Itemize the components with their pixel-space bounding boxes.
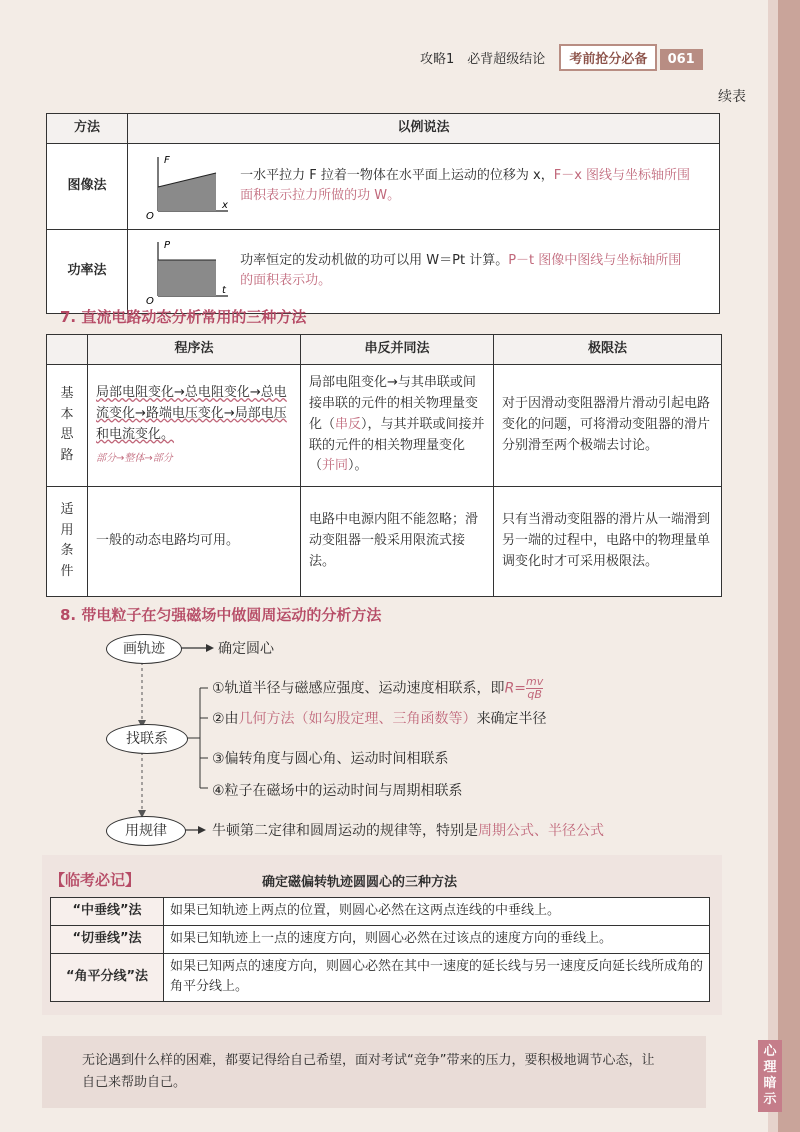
table-row (51, 953, 710, 1002)
graph-origin: O (146, 296, 154, 307)
text: 局部电阻变化→与其串联或间接串联的元件的相关物理量变化（ (309, 375, 479, 432)
text: ）。 (348, 458, 368, 474)
method-key: “切垂线”法 (51, 925, 164, 953)
page-header (420, 44, 703, 71)
procedure-cell (88, 364, 301, 486)
col-example: 以例说法 (128, 114, 720, 144)
series-parallel-cell (301, 364, 494, 486)
formula-numerator: mv (526, 675, 544, 688)
method-key: “角平分线”法 (51, 953, 164, 1002)
graph-x-label: x (222, 200, 228, 212)
page-edge-bar (778, 0, 800, 1132)
table-header-row (47, 114, 720, 144)
highlight: 几何方法（如勾股定理、三角函数等） (238, 711, 477, 727)
col-limit: 极限法 (494, 335, 722, 365)
procedure-text: 局部电阻变化→总电阻变化→总电流变化→路端电压变化→局部电压和电流变化。 (96, 385, 287, 442)
psychology-hint-box: 无论遇到什么样的困难，都要记得给自己希望，面对考试“竞争”带来的压力，要积极地调节心态，让自己来帮助自己。 (42, 1036, 706, 1108)
method-key: “中垂线”法 (51, 898, 164, 926)
table-row (47, 229, 720, 313)
draw-trajectory-node: 画轨迹 (106, 634, 182, 664)
limit-cell: 只有当滑动变阻器的滑片从一端滑到另一端的过程中，电路中的物理量单调变化时才可采用极限法。 (494, 486, 722, 596)
table-row (47, 364, 722, 486)
col-procedure: 程序法 (88, 335, 301, 365)
series-parallel-cell: 电路中电源内阻不能忽略；滑动变阻器一般采用限流式接法。 (301, 486, 494, 596)
work-method-table (46, 113, 720, 314)
table-row (51, 898, 710, 926)
relation-1-text: ①轨道半径与磁感应强度、运动速度相联系，即 (212, 680, 505, 697)
find-relation-node: 找联系 (106, 724, 188, 754)
p-t-graph-icon (136, 236, 236, 306)
must-remember-box (42, 855, 722, 1015)
note-subtitle: 确定磁偏转轨迹圆圆心的三种方法 (262, 875, 458, 890)
continued-label: 续表 (718, 89, 746, 105)
table-header-row (47, 335, 722, 365)
example-highlight: P－t 图像中图线与坐标轴所围的面积表示功。 (240, 252, 682, 289)
formula-r: R= (504, 680, 527, 697)
example-text: 功率恒定的发动机做的功可以用 W＝Pt 计算。 (240, 252, 509, 268)
circuit-method-table (46, 334, 722, 597)
diagram-connectors (100, 630, 720, 850)
section-7-title: 7. 直流电路动态分析常用的三种方法 (60, 308, 307, 326)
graph-y-label: F (164, 155, 170, 167)
psychology-hint-label: 心理暗示 (758, 1040, 782, 1112)
relation-1 (212, 676, 543, 701)
relation-3: ③偏转角度与圆心角、运动时间相联系 (212, 751, 449, 767)
graph-x-label: t (222, 285, 226, 297)
method-name: 图像法 (47, 143, 128, 229)
relation-4: ④粒子在磁场中的运动时间与周期相联系 (212, 783, 463, 799)
row-label: 适用条件 (47, 486, 88, 596)
text: 牛顿第二定律和圆周运动的规律等，特别是 (212, 823, 478, 839)
method-desc: 如果已知两点的速度方向，则圆心必然在其中一速度的延长线与另一速度反向延长线所成角的角平分线上。 (164, 953, 710, 1002)
limit-cell: 对于因滑动变阻器滑片滑动引起电路变化的问题，可将滑动变阻器的滑片分别滑至两个极端去讨论。 (494, 364, 722, 486)
locate-center-text: 确定圆心 (218, 641, 274, 657)
table-row (51, 925, 710, 953)
example-highlight: F－x 图线与坐标轴所围面积表示拉力所做的功 W。 (240, 167, 691, 204)
col-series-parallel: 串反并同法 (301, 335, 494, 365)
method-desc: 如果已知轨迹上两点的位置，则圆心必然在这两点连线的中垂线上。 (164, 898, 710, 926)
text: 来确定半径 (476, 711, 547, 727)
apply-law-text (212, 820, 604, 840)
text: ②由 (212, 711, 239, 727)
graph-origin: O (146, 211, 154, 222)
highlight: 周期公式、半径公式 (478, 823, 604, 839)
method-example (128, 143, 720, 229)
method-name: 功率法 (47, 229, 128, 313)
graph-y-label: P (164, 240, 171, 252)
note-title: 【临考必记】 (50, 871, 141, 889)
highlight: 串反 (335, 416, 362, 432)
procedure-cell: 一般的动态电路均可用。 (88, 486, 301, 596)
center-method-table (50, 897, 710, 1002)
highlight: 并同 (322, 458, 349, 474)
page-number: 061 (660, 49, 703, 70)
col-blank (47, 335, 88, 365)
f-x-graph-icon (136, 151, 236, 221)
header-tag: 考前抢分必备 (559, 44, 657, 71)
text: ），与其并联或间接并联的元件的相关物理量变化（ (309, 416, 485, 474)
formula-denominator: qB (527, 688, 542, 701)
table-row (47, 143, 720, 229)
relation-2 (212, 708, 547, 728)
col-method: 方法 (47, 114, 128, 144)
header-lead: 攻略1 必背超级结论 (420, 52, 546, 67)
table-row (47, 486, 722, 596)
method-example (128, 229, 720, 313)
analysis-flow-diagram (100, 630, 720, 850)
method-desc: 如果已知轨迹上一点的速度方向，则圆心必然在过该点的速度方向的垂线上。 (164, 925, 710, 953)
page-edge-band (768, 0, 778, 1132)
example-text: 一水平拉力 F 拉着一物体在水平面上运动的位移为 x， (240, 167, 554, 183)
apply-law-node: 用规律 (106, 816, 186, 846)
procedure-note: 部分→整体→部分 (96, 453, 173, 465)
row-label: 基本思路 (47, 364, 88, 486)
section-8-title: 8. 带电粒子在匀强磁场中做圆周运动的分析方法 (60, 606, 382, 624)
